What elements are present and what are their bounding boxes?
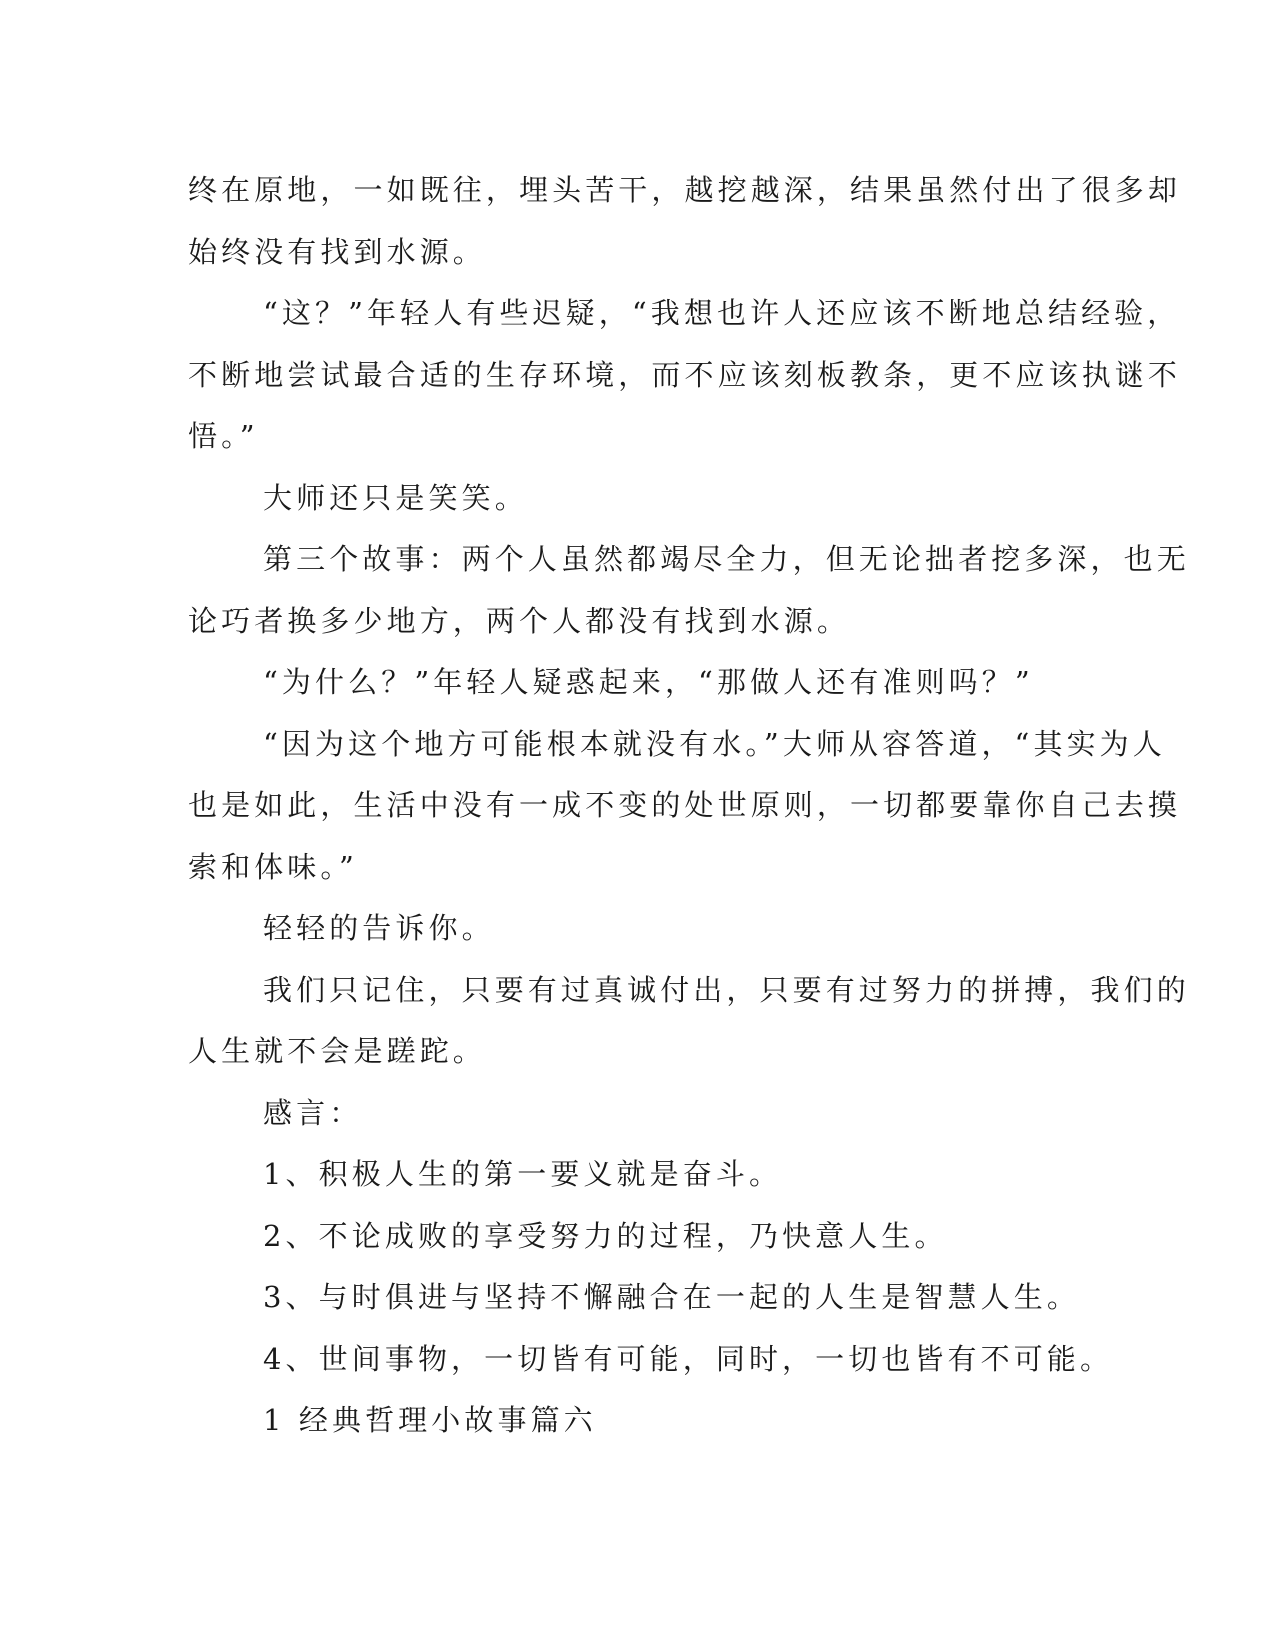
- text-line: 终在原地，一如既往，埋头苦干，越挖越深，结果虽然付出了很多却: [188, 173, 1182, 207]
- list-item: 4、世间事物，一切皆有可能，同时，一切也皆有不可能。: [263, 1341, 1114, 1376]
- text-line: 也是如此，生活中没有一成不变的处世原则，一切都要靠你自己去摸: [188, 788, 1182, 822]
- text-line: 轻轻的告诉你。: [263, 911, 495, 945]
- text-line: 人生就不会是蹉跎。: [188, 1034, 486, 1068]
- text-line: 始终没有找到水源。: [188, 234, 486, 269]
- text-line: 大师还只是笑笑。: [263, 480, 528, 515]
- text-line: 论巧者换多少地方，两个人都没有找到水源。: [188, 603, 851, 638]
- text-line: 索和体味。”: [188, 849, 358, 884]
- list-item: 1、积极人生的第一要义就是奋斗。: [263, 1157, 783, 1191]
- document-body: [188, 160, 1190, 1452]
- text-line: “这？”年轻人有些迟疑，“我想也许人还应该不断地总结经验，: [263, 296, 1181, 330]
- list-item: 2、不论成败的享受努力的过程，乃快意人生。: [263, 1218, 948, 1253]
- section-heading: 感言：: [263, 1095, 363, 1130]
- section-title: 1 经典哲理小故事篇六: [263, 1403, 597, 1437]
- text-line: 第三个故事：两个人虽然都竭尽全力，但无论拙者挖多深，也无: [263, 542, 1190, 576]
- text-line: 悟。”: [188, 419, 259, 453]
- text-line: 我们只记住，只要有过真诚付出，只要有过努力的拼搏，我们的: [263, 972, 1190, 1007]
- text-line: “因为这个地方可能根本就没有水。”大师从容答道，“其实为人: [263, 726, 1166, 761]
- text-line: 不断地尝试最合适的生存环境，而不应该刻板教条，更不应该执谜不: [188, 357, 1182, 392]
- text-line: “为什么？”年轻人疑惑起来，“那做人还有准则吗？”: [263, 665, 1034, 699]
- list-item: 3、与时俱进与坚持不懈融合在一起的人生是智慧人生。: [263, 1280, 1080, 1314]
